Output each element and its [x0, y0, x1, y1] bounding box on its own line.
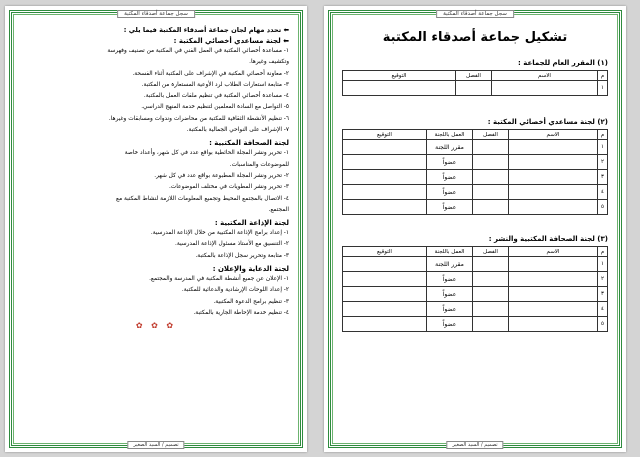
role-cell: عضواً	[427, 200, 473, 215]
name-cell[interactable]	[509, 257, 598, 272]
signature-cell[interactable]	[343, 272, 427, 287]
row-number: ٢	[598, 272, 608, 287]
role-cell: عضواً	[427, 185, 473, 200]
right-page	[324, 6, 626, 452]
press-table	[342, 246, 608, 332]
table-row	[343, 155, 608, 170]
coordinator-table	[342, 70, 608, 96]
left-page-footer: تصميم / السيد الصغير	[127, 441, 184, 449]
section-title-radio: لجنة الإذاعة المكتبية :	[214, 219, 289, 228]
role-cell: عضواً	[427, 272, 473, 287]
column-header: م	[598, 130, 608, 140]
list-item: ٧- الإشراف على النواحي الجمالية بالمكتبة.	[186, 127, 289, 134]
list-item: ٢- التنسيق مع الأستاذ مسئول الإذاعة المدرسية.	[175, 241, 289, 248]
column-header: الفصل	[473, 247, 509, 257]
row-number: ٤	[598, 302, 608, 317]
list-item: المجتمع.	[268, 206, 289, 213]
role-cell: عضواً	[427, 287, 473, 302]
column-header: التوقيع	[343, 247, 427, 257]
column-header: الاسم	[509, 247, 598, 257]
list-item: ٤- تنظيم خدمة الإحاطة الجارية بالمكتبة.	[193, 309, 289, 316]
table-row	[343, 200, 608, 215]
list-item: ١- إعداد برامج الإذاعة المكتبية من خلال الإذاعة المدرسية.	[150, 230, 289, 237]
section-title-assistants: ⬅ لجنة مساعدي أخصائي المكتبة :	[173, 37, 289, 45]
list-item: ١- مساعدة أخصائي المكتبة في العمل الفني في المكتبة من تصنيف وفهرسة	[107, 48, 289, 54]
list-item: ٦- تنظيم الأنشطة الثقافية للمكتبة من محاضرات وندوات ومسابقات وغيرها.	[108, 115, 289, 122]
role-cell: عضواً	[427, 170, 473, 185]
table-row	[343, 302, 608, 317]
decorative-stars: ✿ ✿ ✿	[135, 321, 177, 331]
signature-cell[interactable]	[343, 81, 456, 96]
table-row	[343, 257, 608, 272]
name-cell[interactable]	[509, 185, 598, 200]
list-item: ٢- تحرير ونشر المجلة المطبوعة بواقع عدد في كل شهر.	[154, 172, 289, 179]
row-number: ١	[598, 81, 608, 96]
section-title-press-table: (٣) لجنة الصحافة المكتبية والنشر :	[488, 235, 608, 243]
table-row	[343, 81, 608, 96]
name-cell[interactable]	[509, 155, 598, 170]
column-header: العمل باللجنة	[427, 247, 473, 257]
table-row	[343, 170, 608, 185]
column-header: م	[598, 71, 608, 81]
column-header: الاسم	[509, 130, 598, 140]
table-row	[343, 140, 608, 155]
name-cell[interactable]	[509, 287, 598, 302]
section-title-coordinator: (١) المقرر العام للجماعة :	[518, 59, 608, 67]
name-cell[interactable]	[509, 200, 598, 215]
list-item: ٣- تحرير ونشر المطويات في مختلف الموضوعات.	[168, 184, 289, 191]
name-cell[interactable]	[509, 302, 598, 317]
signature-cell[interactable]	[343, 185, 427, 200]
class-cell[interactable]	[473, 200, 509, 215]
column-header: م	[598, 247, 608, 257]
signature-cell[interactable]	[343, 257, 427, 272]
list-item: ٣- متابعة استعارات الطلاب لرد الأوعية المستعارة من المكتبة.	[141, 81, 289, 88]
list-item: ٣- متابعة وتحرير سجل الإذاعة بالمكتبة.	[195, 252, 289, 259]
row-number: ٣	[598, 287, 608, 302]
role-cell: مقرر اللجنة	[427, 257, 473, 272]
table-row	[343, 317, 608, 332]
row-number: ١	[598, 140, 608, 155]
signature-cell[interactable]	[343, 317, 427, 332]
class-cell[interactable]	[473, 257, 509, 272]
name-cell[interactable]	[509, 170, 598, 185]
name-cell[interactable]	[509, 140, 598, 155]
list-item: ٤- مساعدة أخصائي المكتبة في تنظيم ملفات العمل بالمكتبة.	[143, 93, 289, 100]
list-item: وتكشيف وغيرها.	[249, 59, 289, 66]
column-header: الفصل	[456, 71, 492, 81]
row-number: ٥	[598, 200, 608, 215]
name-cell[interactable]	[492, 81, 598, 96]
assistants-table	[342, 129, 608, 215]
role-cell: عضواً	[427, 302, 473, 317]
column-header: التوقيع	[343, 71, 456, 81]
role-cell: مقرر اللجنة	[427, 140, 473, 155]
table-row	[343, 272, 608, 287]
signature-cell[interactable]	[343, 155, 427, 170]
list-item: للموضوعات والمناسبات.	[229, 161, 289, 168]
class-cell[interactable]	[473, 155, 509, 170]
class-cell[interactable]	[473, 272, 509, 287]
list-item: ١- تحرير ونشر المجلة الحائطية بواقع عدد في كل شهر، وأعداد خاصة	[124, 150, 289, 157]
list-item: ٢- إعداد اللوحات الإرشادية والدعائية للمكتبة.	[181, 287, 289, 294]
right-page-content	[342, 26, 608, 434]
left-page-content	[23, 26, 289, 434]
page-title: تشكيل جماعة أصدقاء المكتبة	[382, 30, 568, 45]
row-number: ٢	[598, 155, 608, 170]
left-page	[5, 6, 307, 452]
class-cell[interactable]	[473, 302, 509, 317]
signature-cell[interactable]	[343, 302, 427, 317]
class-cell[interactable]	[473, 317, 509, 332]
signature-cell[interactable]	[343, 200, 427, 215]
section-title-advertising: لجنة الدعاية والإعلان :	[212, 265, 289, 274]
list-item: ٣- تنظيم برامج الدعوة المكتبية.	[213, 298, 289, 305]
signature-cell[interactable]	[343, 140, 427, 155]
row-number: ٤	[598, 185, 608, 200]
column-header: العمل باللجنة	[427, 130, 473, 140]
class-cell[interactable]	[456, 81, 492, 96]
right-page-footer: تصميم / السيد الصغير	[446, 441, 503, 449]
list-item: ٤- الاتصال بالمجتمع المحيط وتجميع المعلومات اللازمة لنشاط المكتبة مع	[116, 195, 289, 202]
signature-cell[interactable]	[343, 170, 427, 185]
name-cell[interactable]	[509, 317, 598, 332]
row-number: ١	[598, 257, 608, 272]
role-cell: عضواً	[427, 155, 473, 170]
intro-text: ⬅ تحدد مهام لجان جماعة أصدقاء المكتبة فيما يلي :	[123, 26, 289, 34]
left-page-header: سجل جماعة أصدقاء المكتبة	[117, 10, 195, 18]
column-header: التوقيع	[343, 130, 427, 140]
row-number: ٣	[598, 170, 608, 185]
right-page-header: سجل جماعة أصدقاء المكتبة	[436, 10, 514, 18]
table-row	[343, 287, 608, 302]
list-item: ٢- معاونة أخصائي المكتبة في الإشراف على المكتبة أثناء الفسحة.	[132, 70, 289, 77]
column-header: الاسم	[492, 71, 598, 81]
section-title-press: لجنة الصحافة المكتبية :	[209, 139, 289, 148]
class-cell[interactable]	[473, 140, 509, 155]
role-cell: عضواً	[427, 317, 473, 332]
column-header: الفصل	[473, 130, 509, 140]
class-cell[interactable]	[473, 185, 509, 200]
class-cell[interactable]	[473, 287, 509, 302]
list-item: ٥- التواصل مع السادة المعلمين لتنظيم خدمة المنهج الدراسي.	[141, 104, 289, 111]
row-number: ٥	[598, 317, 608, 332]
name-cell[interactable]	[509, 272, 598, 287]
section-title-assistants-table: (٢) لجنة مساعدي أخصائي المكتبة :	[487, 118, 608, 126]
table-row	[343, 185, 608, 200]
signature-cell[interactable]	[343, 287, 427, 302]
class-cell[interactable]	[473, 170, 509, 185]
list-item: ١- الإعلان عن جميع أنشطة المكتبة في المدرسة والمجتمع.	[149, 276, 289, 283]
